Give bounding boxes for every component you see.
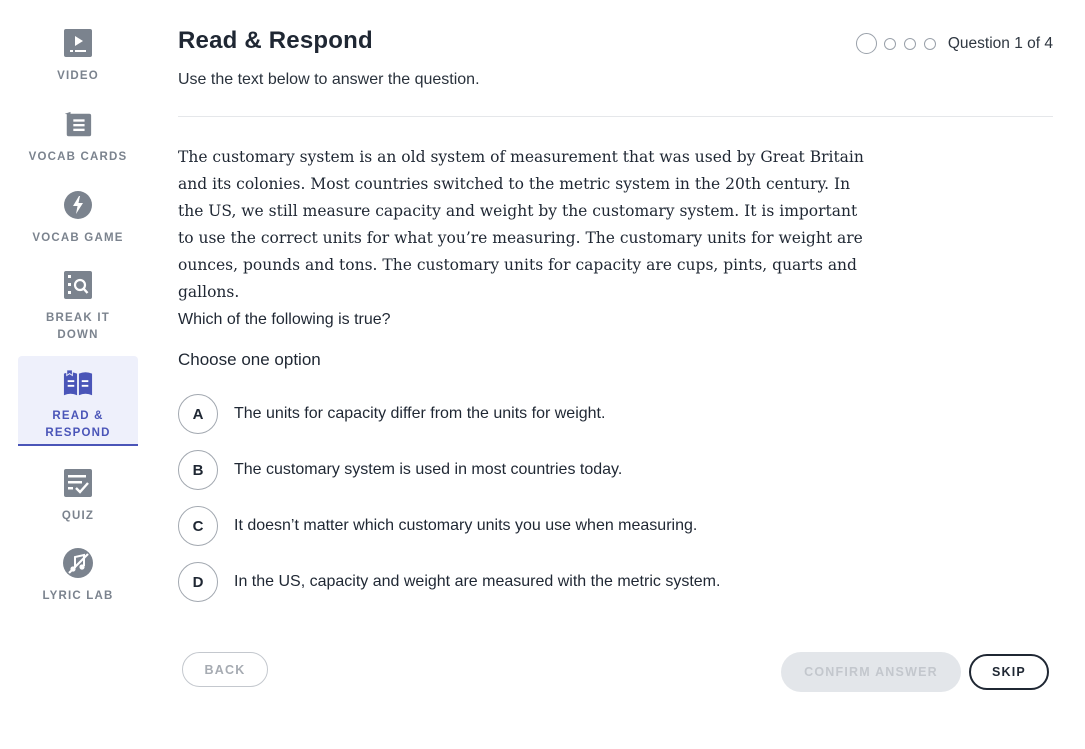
instruction-text: Choose one option [178, 350, 321, 369]
answer-option-d[interactable] [178, 562, 720, 602]
progress-dot [884, 38, 896, 50]
answer-option-a[interactable] [178, 394, 605, 434]
page-title: Read & Respond [178, 27, 373, 54]
option-text: In the US, capacity and weight are measured with the metric system. [234, 573, 721, 590]
sidebar-item-label: VOCAB GAME [32, 232, 124, 244]
quiz-icon [63, 468, 93, 498]
page-subtitle: Use the text below to answer the question. [178, 71, 480, 88]
progress-dot [924, 38, 936, 50]
confirm-answer-button[interactable]: CONFIRM ANSWER [781, 652, 961, 692]
sidebar-item-label: BREAK IT DOWN [46, 312, 110, 341]
option-letter: D [178, 562, 218, 602]
back-button[interactable]: BACK [182, 652, 268, 687]
option-letter: B [178, 450, 218, 490]
progress-dot [904, 38, 916, 50]
option-letter: C [178, 506, 218, 546]
progress-text: Question 1 of 4 [947, 34, 1053, 52]
sidebar-item-break-it-down[interactable] [18, 270, 138, 350]
option-text: The units for capacity differ from the units for weight. [234, 405, 606, 422]
question-text: Which of the following is true? [178, 311, 391, 328]
question-progress [856, 33, 1053, 54]
sidebar-item-vocab-game[interactable] [18, 190, 138, 260]
sidebar-item-read-respond[interactable] [18, 356, 138, 446]
sidebar-item-label: VIDEO [57, 70, 99, 82]
sidebar-item-label: QUIZ [61, 510, 95, 522]
option-letter: A [178, 394, 218, 434]
sidebar-item-vocab-cards[interactable] [18, 109, 138, 179]
music-icon [63, 548, 93, 578]
reading-passage: The customary system is an old system of measurement that was used by Great Britain and its colonies. Most countries switched to the metric system in the 20th century. In the US, we still measure capacity and weight by the customary system. It is important to use the correct units for what you’re measuring. The customary units for weight are ounces, pounds and tons. The customary units for capacity are cups, pints, quarts and gallons. [178, 148, 864, 301]
book-icon [63, 368, 93, 398]
sidebar-item-lyric-lab[interactable] [18, 548, 138, 618]
progress-dot-current [856, 33, 877, 54]
sidebar-item-label: READ & RESPOND [45, 410, 111, 439]
sidebar-item-label: LYRIC LAB [42, 590, 114, 602]
answer-option-b[interactable] [178, 450, 622, 490]
video-icon [63, 28, 93, 58]
option-text: It doesn’t matter which customary units you use when measuring. [234, 517, 698, 534]
magnify-icon [63, 270, 93, 300]
answer-option-c[interactable] [178, 506, 697, 546]
option-text: The customary system is used in most countries today. [234, 461, 623, 478]
sidebar-item-video[interactable] [18, 28, 138, 98]
sidebar-item-quiz[interactable] [18, 468, 138, 538]
skip-button[interactable]: SKIP [969, 654, 1049, 690]
lightning-icon [63, 190, 93, 220]
vocab-cards-icon [63, 109, 93, 139]
sidebar-item-label: VOCAB CARDS [28, 151, 128, 163]
header-divider [178, 116, 1053, 117]
